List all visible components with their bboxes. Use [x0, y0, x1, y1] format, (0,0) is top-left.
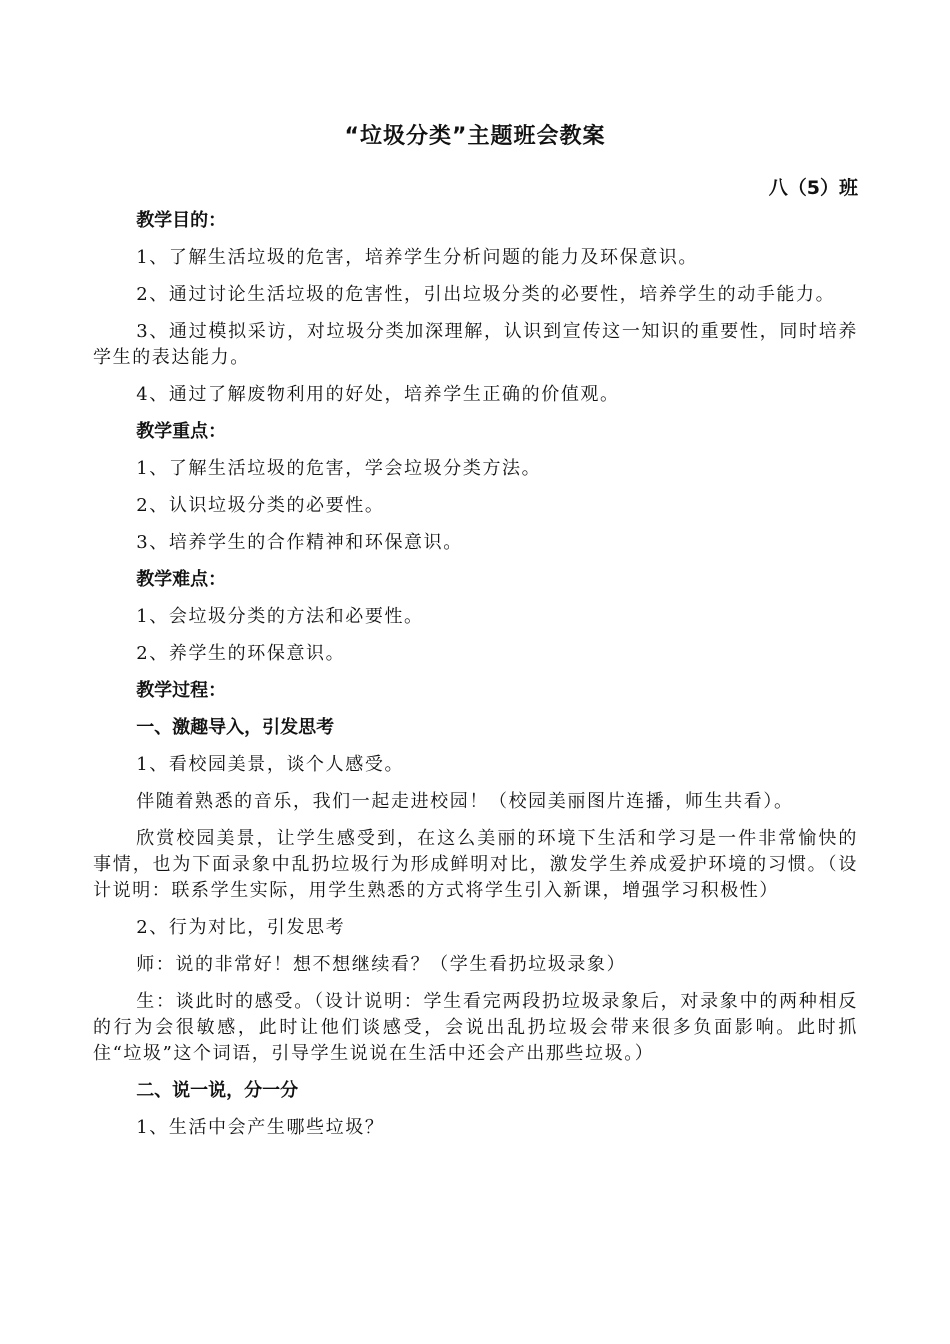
section-paragraph: 1、生活中会产生哪些垃圾？ — [136, 1117, 385, 1138]
section-heading-1: 一、激趣导入，引发思考 — [136, 717, 335, 738]
section-heading-2: 二、说一说，分一分 — [136, 1080, 299, 1101]
key-point-item: 2、认识垃圾分类的必要性。 — [136, 495, 385, 516]
key-point-item: 1、了解生活垃圾的危害，学会垃圾分类方法。 — [136, 458, 542, 479]
section-paragraph: 1、看校园美景，谈个人感受。 — [136, 754, 405, 775]
objectives-heading: 教学目的： — [136, 210, 227, 231]
section-paragraph: 伴随着熟悉的音乐，我们一起走进校园！（校园美丽图片连播，师生共看）。 — [136, 791, 794, 812]
section-paragraph: 师：说的非常好！想不想继续看？（学生看扔垃圾录象） — [136, 954, 627, 975]
class-label: 八（5）班 — [768, 177, 858, 199]
page-title: “垃圾分类”主题班会教案 — [344, 124, 606, 149]
difficulties-heading: 教学难点： — [136, 569, 227, 590]
section-paragraph: 生：谈此时的感受。（设计说明：学生看完两段扔垃圾录象后，对录象中的两种相反的行为会很敏感，此时让他们谈感受，会说出乱扔垃圾会带来很多负面影响。此时抓住“垃圾”这个词语，引导学生说说在生活中还会产出那些垃圾。） — [93, 991, 858, 1064]
objective-item: 2、通过讨论生活垃圾的危害性，引出垃圾分类的必要性，培养学生的动手能力。 — [136, 284, 836, 305]
section-paragraph: 2、行为对比，引发思考 — [136, 917, 346, 938]
difficulty-item: 1、会垃圾分类的方法和必要性。 — [136, 606, 424, 627]
document-body — [93, 208, 858, 1152]
key-points-heading: 教学重点： — [136, 421, 227, 442]
key-point-item: 3、培养学生的合作精神和环保意识。 — [136, 532, 463, 553]
process-heading: 教学过程： — [136, 680, 227, 701]
section-paragraph: 欣赏校园美景，让学生感受到，在这么美丽的环境下生活和学习是一件非常愉快的事情，也为下面录象中乱扔垃圾行为形成鲜明对比，激发学生养成爱护环境的习惯。（设计说明：联系学生实际，用学生熟悉的方式将学生引入新课，增强学习积极性） — [93, 828, 858, 901]
difficulty-item: 2、养学生的环保意识。 — [136, 643, 346, 664]
objective-item: 4、通过了解废物利用的好处，培养学生正确的价值观。 — [136, 384, 620, 405]
objective-item: 1、了解生活垃圾的危害，培养学生分析问题的能力及环保意识。 — [136, 247, 699, 268]
objective-item: 3、通过模拟采访，对垃圾分类加深理解，认识到宣传这一知识的重要性，同时培养学生的表达能力。 — [93, 321, 858, 368]
